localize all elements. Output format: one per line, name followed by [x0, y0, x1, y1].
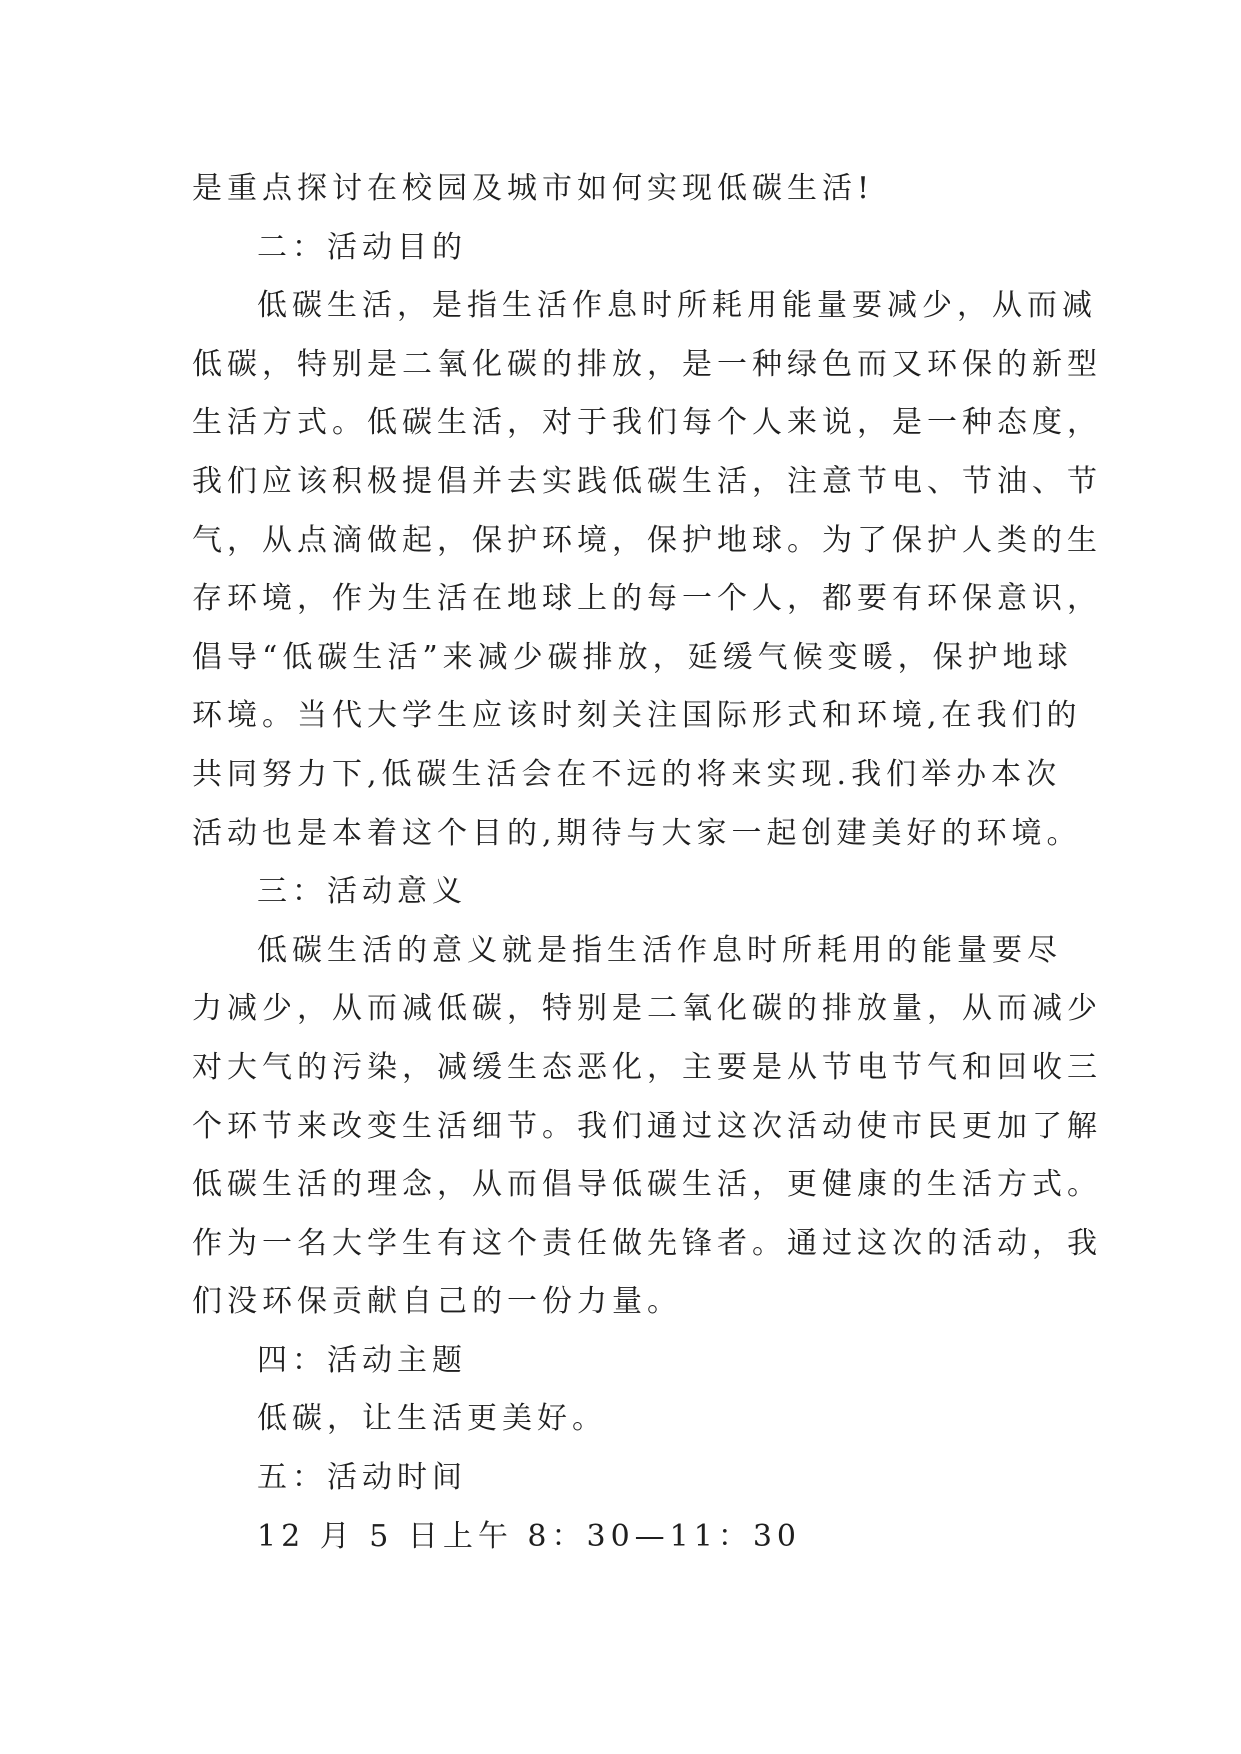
paragraph-line: 活动也是本着这个目的,期待与大家一起创建美好的环境。: [192, 815, 1082, 851]
paragraph-line: 倡导“低碳生活”来减少碳排放，延缓气候变暖，保护地球: [192, 639, 1073, 675]
paragraph-line: 低碳生活，是指生活作息时所耗用能量要减少，从而减: [257, 288, 1097, 324]
paragraph-line: 低碳生活的意义就是指生活作息时所耗用的能量要尽: [257, 932, 1062, 968]
section-heading-theme: 四：活动主题: [257, 1342, 467, 1378]
section-heading-significance: 三：活动意义: [257, 874, 467, 910]
paragraph-line: 存环境，作为生活在地球上的每一个人，都要有环保意识，: [192, 581, 1102, 617]
paragraph-line: 生活方式。低碳生活，对于我们每个人来说，是一种态度，: [192, 405, 1102, 441]
section-heading-time: 五：活动时间: [257, 1460, 467, 1496]
theme-text: 低碳，让生活更美好。: [257, 1401, 607, 1437]
paragraph-line: 低碳，特别是二氧化碳的排放，是一种绿色而又环保的新型: [192, 346, 1102, 382]
paragraph-line: 力减少，从而减低碳，特别是二氧化碳的排放量，从而减少: [192, 991, 1102, 1027]
paragraph-line: 是重点探讨在校园及城市如何实现低碳生活!: [192, 171, 875, 206]
paragraph-line: 环境。当代大学生应该时刻关注国际形式和环境,在我们的: [192, 698, 1082, 734]
paragraph-line: 低碳生活的理念，从而倡导低碳生活，更健康的生活方式。: [192, 1167, 1102, 1203]
paragraph-line: 我们应该积极提倡并去实践低碳生活，注意节电、节油、节: [192, 463, 1102, 499]
paragraph-line: 作为一名大学生有这个责任做先锋者。通过这次的活动，我: [192, 1225, 1102, 1261]
document-body: [192, 160, 1102, 1566]
section-heading-purpose: 二：活动目的: [257, 229, 467, 265]
event-time-text: 12 月 5 日上午 8：30—11：30: [257, 1518, 802, 1554]
paragraph-line: 们没环保贡献自己的一份力量。: [192, 1284, 682, 1320]
paragraph-line: 对大气的污染，减缓生态恶化，主要是从节电节气和回收三: [192, 1049, 1102, 1085]
paragraph-line: 个环节来改变生活细节。我们通过这次活动使市民更加了解: [192, 1108, 1102, 1144]
paragraph-line: 共同努力下,低碳生活会在不远的将来实现.我们举办本次: [192, 756, 1062, 792]
paragraph-line: 气，从点滴做起，保护环境，保护地球。为了保护人类的生: [192, 522, 1102, 558]
